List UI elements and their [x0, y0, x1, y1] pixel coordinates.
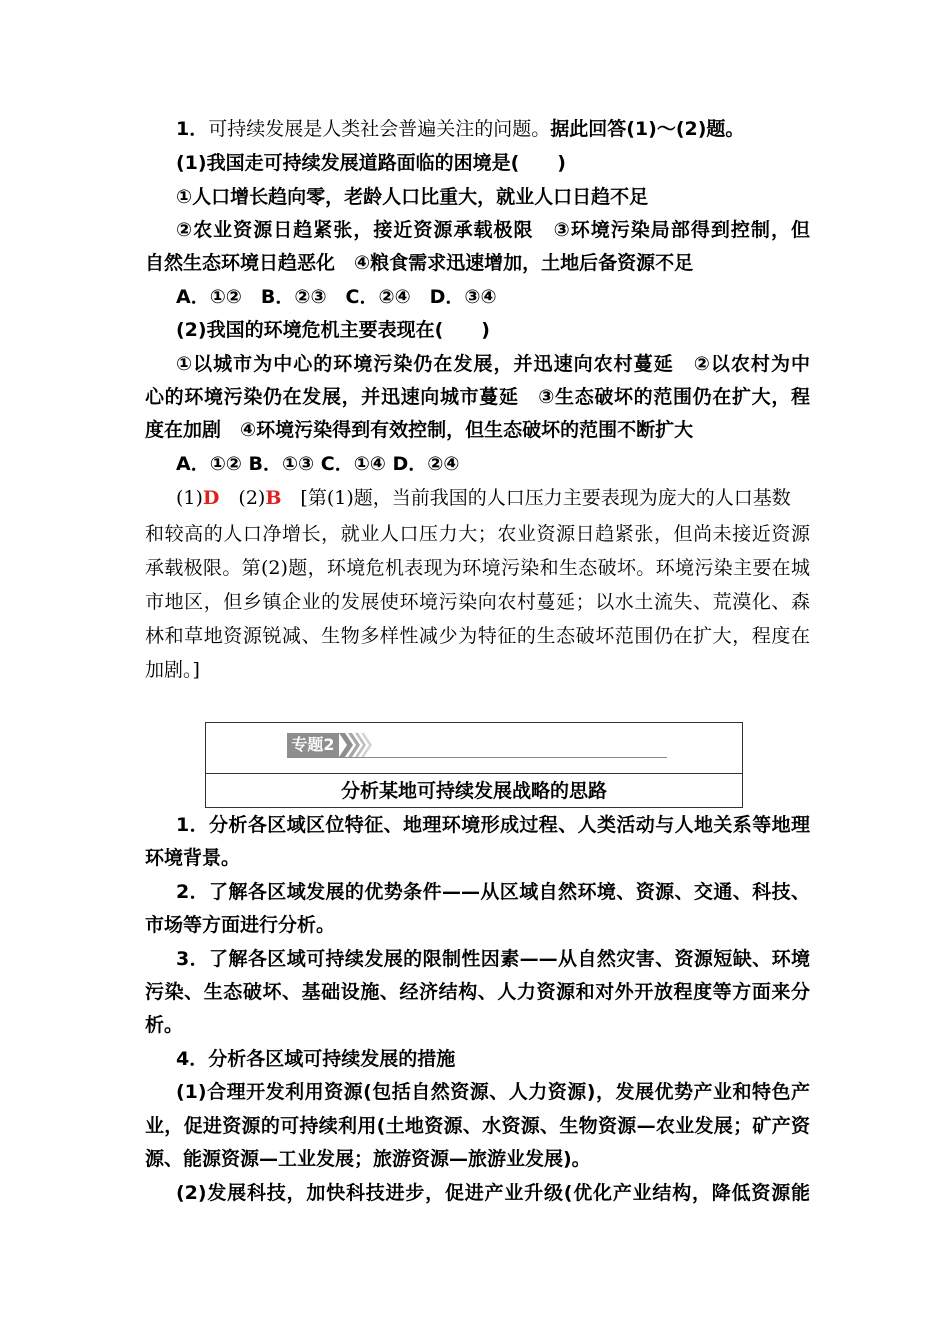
answer-explanation: [第(1)题，当前我国的人口压力主要表现为庞大的人口基数: [300, 487, 791, 509]
sub-question-2-prompt: (2)我国的环境危机主要表现在( ): [176, 319, 490, 341]
point-4-item: 业，促进资源的可持续利用(土地资源、水资源、生物资源—农业发展；矿产资: [145, 1115, 810, 1137]
topic-underline: [287, 757, 667, 758]
question-number: 1．: [176, 118, 209, 140]
answer-value: B: [265, 487, 282, 509]
answer-explanation: 加剧。]: [145, 659, 200, 681]
sub-question-1-item: ②农业资源日趋紧张，接近资源承载极限 ③环境污染局部得到控制，但: [176, 219, 810, 241]
answer-explanation: 和较高的人口净增长，就业人口压力大；农业资源日趋紧张，但尚未接近资源: [145, 523, 810, 545]
point-2: 市场等方面进行分析。: [145, 914, 336, 936]
point-4-item: 源、能源资源—工业发展；旅游资源—旅游业发展)。: [145, 1148, 591, 1170]
point-4-item: (1)合理开发利用资源(包括自然资源、人力资源)，发展优势产业和特色产: [176, 1081, 810, 1103]
answer-explanation: 承载极限。第(2)题，环境危机表现为环境污染和生态破坏。环境污染主要在城: [145, 557, 810, 579]
stripes-decoration-icon: [339, 733, 373, 757]
sub-question-1-item: ①人口增长趋向零，老龄人口比重大，就业人口日趋不足: [176, 186, 649, 208]
sub-question-2-options: A．①② B．①③ C．①④ D．②④: [176, 453, 460, 475]
question-1-stem: [176, 112, 810, 146]
answer-explanation: 市地区，但乡镇企业的发展使环境污染向农村蔓延；以水土流失、荒漠化、森: [145, 591, 810, 613]
point-4-title: 4．分析各区域可持续发展的措施: [176, 1048, 456, 1070]
answer-explanation: 林和草地资源锐减、生物多样性减少为特征的生态破坏范围仍在扩大，程度在: [145, 625, 810, 647]
sub-question-1-prompt: (1)我国走可持续发展道路面临的困境是( ): [176, 152, 566, 174]
topic-box: [205, 722, 743, 808]
question-stem-text: 可持续发展是人类社会普遍关注的问题。: [208, 118, 551, 140]
sub-question-2-item: 心的环境污染仍在发展，并迅速向城市蔓延 ③生态破坏的范围仍在扩大，程: [145, 386, 810, 408]
answer-line: [176, 481, 810, 515]
point-4-item: (2)发展科技，加快科技进步，促进产业升级(优化产业结构，降低资源能: [176, 1182, 810, 1204]
question-stem-tail: 据此回答(1)～(2)题。: [550, 118, 745, 140]
point-1: 1．分析各区域区位特征、地理环境形成过程、人类活动与人地关系等地理: [176, 814, 810, 836]
answer-label: (2): [238, 487, 266, 509]
point-2: 2．了解各区域发展的优势条件——从区域自然环境、资源、交通、科技、: [176, 881, 810, 903]
sub-question-1-options: A．①② B．②③ C．②④ D．③④: [176, 286, 497, 308]
topic-title: 分析某地可持续发展战略的思路: [340, 780, 607, 802]
sub-question-2-item: 度在加剧 ④环境污染得到有效控制，但生态破坏的范围不断扩大: [145, 419, 694, 441]
box-divider: [206, 773, 742, 774]
point-1: 环境背景。: [145, 847, 241, 869]
topic-tag: 专题2: [287, 733, 339, 757]
sub-question-2-item: ①以城市为中心的环境污染仍在发展，并迅速向农村蔓延 ②以农村为中: [176, 353, 810, 375]
point-3: 析。: [145, 1014, 184, 1036]
answer-label: (1): [176, 487, 203, 509]
point-3: 污染、生态破坏、基础设施、经济结构、人力资源和对外开放程度等方面来分: [145, 981, 810, 1003]
sub-question-1-item: 自然生态环境日趋恶化 ④粮食需求迅速增加，土地后备资源不足: [145, 252, 694, 274]
answer-value: D: [202, 487, 220, 509]
point-3: 3．了解各区域可持续发展的限制性因素——从自然灾害、资源短缺、环境: [176, 948, 810, 970]
